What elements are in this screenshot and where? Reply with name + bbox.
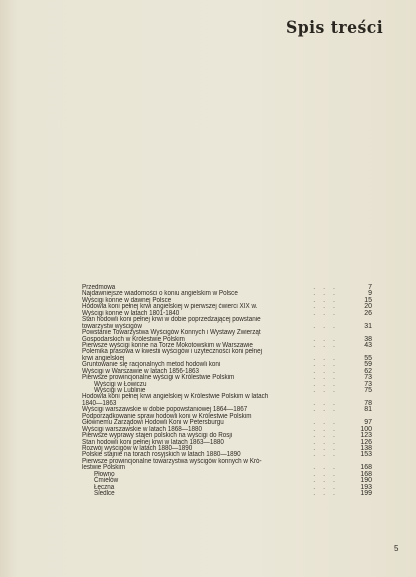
toc-entry-title: Pierwsze prowincjonalne wyścigi w Królestwie Polskim	[82, 374, 235, 382]
toc-entry-page: 168	[360, 470, 372, 478]
leader-dots: . . .	[313, 419, 338, 427]
toc-entry-page: 126	[360, 438, 372, 446]
toc-entry-page: 193	[360, 483, 372, 491]
toc-entry-page: 38	[364, 335, 372, 343]
leader-dots: . . .	[313, 341, 338, 349]
toc-entry-page: 100	[360, 425, 372, 433]
toc-entry-title: Najdawniejsze wiadomości o koniu angielskim w Polsce	[82, 290, 238, 298]
toc-entry	[82, 491, 372, 497]
toc-entry-page: 62	[364, 367, 372, 375]
leader-dots: . . .	[313, 406, 338, 414]
toc-entry-page: 73	[364, 374, 372, 382]
toc-entry-page: 97	[364, 419, 372, 427]
toc-entry-title: Hodowla koni pełnej krwi angielskiej w Królestwie Polskim w latach	[82, 393, 269, 401]
leader-dots: . . .	[313, 477, 338, 485]
toc-entry-title: krwi angielskiej	[82, 354, 125, 362]
toc-entry-title: lestwie Polskim	[82, 464, 126, 472]
toc-entry-page: 15	[364, 296, 372, 304]
toc-entry-title: Stan hodowli koni pełnej krwi w latach 1863—1880	[82, 438, 224, 446]
toc-entry-title: Gruntowanie się racjonalnych metod hodowli koni	[82, 361, 221, 369]
leader-dots: . . .	[313, 284, 338, 291]
toc-entry-title: Polskie stajnie na torach rosyjskich w latach 1880—1890	[82, 451, 241, 459]
leader-dots: . . .	[313, 303, 338, 311]
toc-entry-title: 1840—1863	[82, 399, 117, 407]
leader-dots: . . .	[313, 490, 338, 497]
page-title: Spis treści	[286, 18, 384, 38]
toc-entry-page: 59	[364, 361, 372, 369]
toc-entry-title: Pierwsze wyprawy stajen polskich na wyścigi do Rosji	[82, 432, 233, 440]
toc-entry-title: Wyścigi konne w latach 1801-1840	[82, 309, 180, 317]
leader-dots: . . .	[313, 470, 338, 478]
toc-entry-page: 9	[368, 290, 372, 298]
toc-entry-page: 138	[360, 444, 372, 452]
toc-entry-title: Płowno	[94, 470, 115, 478]
toc-entry-page: 26	[364, 309, 372, 317]
leader-dots: . . .	[313, 387, 338, 394]
toc-entry-title: Ćmielów	[94, 477, 119, 485]
toc-entry-page: 31	[364, 322, 372, 330]
leader-dots: . . .	[313, 309, 338, 317]
toc-entry-title: Wyścigi konne w dawnej Polsce	[82, 296, 172, 304]
leader-dots: . . .	[313, 367, 338, 375]
toc-entry-title: Przedmowa	[82, 284, 116, 291]
toc-entry-page: 43	[364, 341, 372, 349]
toc-entry-title: Stan hodowli koni pełnej krwi w dobie poprzedzającej powstanie	[82, 316, 261, 324]
toc-entry-title: Rozwój wyścigów w latach 1880—1890	[82, 444, 193, 452]
toc-entry-title: Wyścigi w Lublinie	[94, 387, 146, 394]
toc-entry-page: 75	[364, 387, 372, 394]
toc-entry-title: Wyścigi warszawskie w latach 1868—1880	[82, 425, 203, 433]
toc-entry-page: 190	[360, 477, 372, 485]
toc-entry-title: Podporządkowanie spraw hodowli koni w Królestwie Polskim	[82, 412, 252, 420]
leader-dots: . . .	[313, 483, 338, 491]
leader-dots: . . .	[313, 290, 338, 298]
toc-entry-page: 153	[360, 451, 372, 459]
toc-entry-title: Siedlce	[94, 490, 115, 497]
leader-dots: . . .	[313, 335, 338, 343]
toc-entry-title: Gospodarskich w Królestwie Polskim	[82, 335, 185, 343]
toc-entry-title: towarzystw wyścigów	[82, 322, 142, 330]
toc-entry-title: Wyścigi w Warszawie w latach 1856-1863	[82, 367, 200, 375]
leader-dots: . . .	[313, 464, 338, 472]
toc-entry-page: 168	[360, 464, 372, 472]
toc-entry-page: 7	[368, 284, 372, 291]
leader-dots: . . .	[313, 380, 338, 388]
toc-entry-page: 123	[360, 432, 372, 440]
toc-entry-title: Powstanie Towarzystwa Wyścigów Konnych i Wystawy Zwierząt	[82, 329, 261, 337]
leader-dots: . . .	[313, 425, 338, 433]
toc-entry-page: 20	[364, 303, 372, 311]
toc-entry-title: Wyścigi warszawskie w dobie popowstaniowej 1864—1867	[82, 406, 248, 414]
toc-entry-page: 199	[360, 490, 372, 497]
toc-entry-title: Wyścigi w Łowiczu	[94, 380, 147, 388]
leader-dots: . . .	[313, 399, 338, 407]
toc-entry-page: 81	[364, 406, 372, 414]
toc-entry-title: Pierwsze prowincjonalne towarzystwa wyścigów konnych w Kró-	[82, 457, 262, 465]
toc-entry-page: 73	[364, 380, 372, 388]
toc-entry-title: Głównemu Zarządowi Hodowli Koni w Petersburgu	[82, 419, 224, 427]
leader-dots: . . .	[313, 438, 338, 446]
toc-entry-title: Łęczna	[94, 483, 115, 491]
page-number: 5	[394, 544, 399, 553]
toc-entry-title: Hodowla koni pełnej krwi angielskiej w pierwszej ćwierci XIX w.	[82, 303, 258, 311]
leader-dots: . . .	[313, 296, 338, 304]
leader-dots: . . .	[313, 354, 338, 362]
toc-entry-title: Pierwsze wyścigi konne na Torze Mokotowskim w Warszawie	[82, 341, 253, 349]
toc-entry-page: 78	[364, 399, 372, 407]
leader-dots: . . .	[313, 374, 338, 382]
table-of-contents	[82, 285, 372, 497]
leader-dots: . . .	[313, 361, 338, 369]
leader-dots: . . .	[313, 451, 338, 459]
leader-dots: . . .	[313, 444, 338, 452]
toc-entry-title: Polemika prasowa w kwestii wyścigów i użyteczności koni pełnej	[82, 348, 262, 356]
toc-entry-page: 55	[364, 354, 372, 362]
leader-dots: . . .	[313, 432, 338, 440]
leader-dots: . . .	[313, 322, 338, 330]
